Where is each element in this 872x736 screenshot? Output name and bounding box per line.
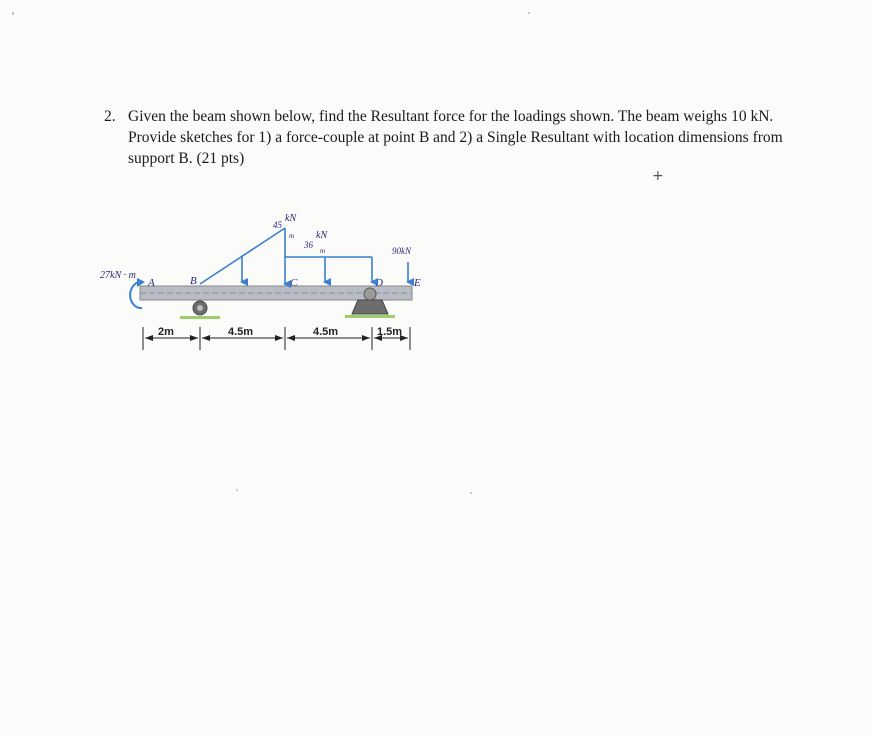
moment-label: 27kN · m	[100, 270, 136, 281]
load2-value: 36	[304, 240, 313, 250]
point-c-label: C	[290, 277, 298, 289]
pencil-plus-mark: +	[652, 168, 664, 184]
triangular-load	[200, 228, 285, 284]
uniform-load	[285, 257, 372, 282]
point-load-label: 90kN	[392, 246, 411, 256]
dim-bc-label: 4.5m	[228, 326, 254, 338]
dim-de-label: 1.5m	[377, 326, 403, 338]
support-b	[180, 301, 220, 319]
point-d-label: D	[375, 277, 383, 289]
load2-per: m	[320, 247, 326, 255]
point-b-label: B	[190, 275, 197, 287]
dimension-line	[143, 327, 410, 350]
dim-cd-label: 4.5m	[313, 326, 339, 338]
load1-value: 45	[273, 220, 282, 230]
load1-unit: kN	[285, 213, 297, 224]
load1-per: m	[289, 232, 295, 240]
point-e-label: E	[414, 277, 421, 289]
point-a-label: A	[148, 277, 155, 289]
load2-unit: kN	[316, 230, 328, 241]
problem-text: Given the beam shown below, find the Resultant force for the loadings shown. The beam weighs 10 kN. Provide sketches for 1) a force-couple at point B and 2) a Single Resultant with location dimensions from support B. (21 pts)	[128, 108, 783, 167]
problem-number: 2.	[104, 108, 116, 125]
dim-ab-label: 2m	[158, 326, 174, 338]
